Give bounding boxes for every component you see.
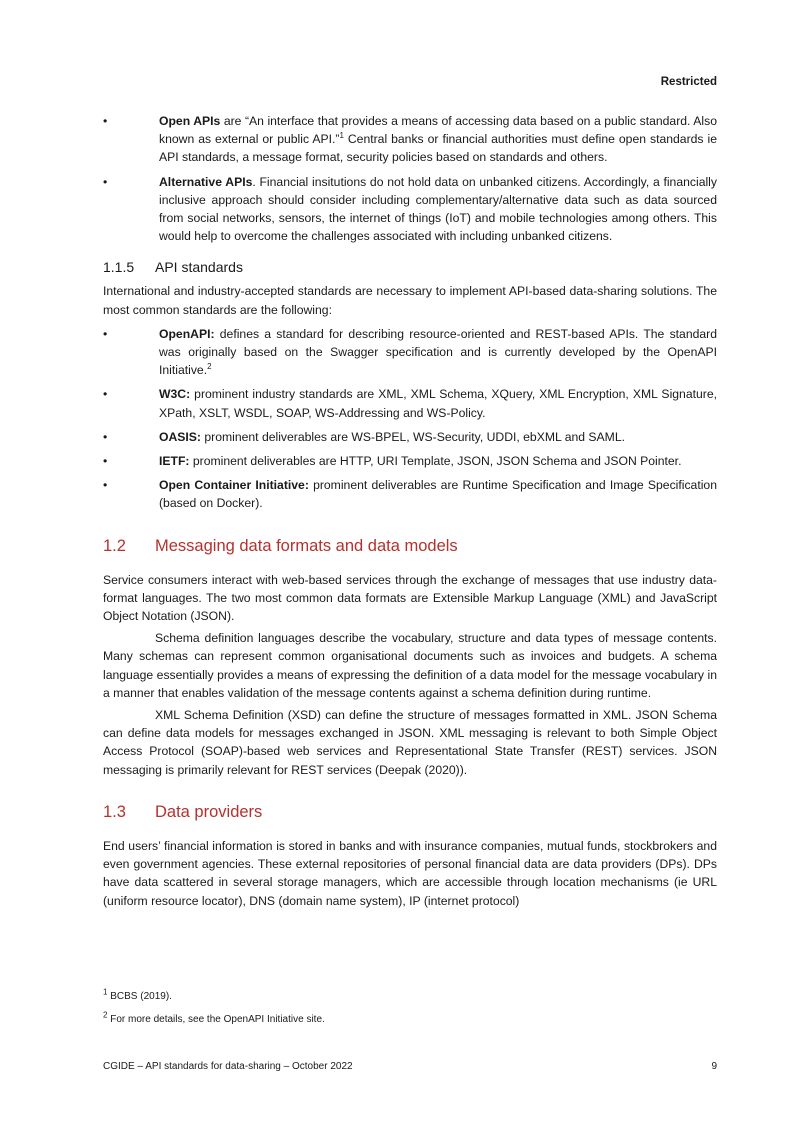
footnotes <box>103 987 717 1036</box>
term: Open Container Initiative: <box>159 478 309 493</box>
bullet-icon: • <box>103 454 108 469</box>
paragraph: End users’ financial information is stored in banks and with insurance companies, mutual funds, stockbrokers and even government agencies. These external repositories of personal financial data are data providers (DPs). DPs have data scattered in several storage managers, which are accessible through location mechanisms (ie URL (uniform resource locator), DNS (domain name system), IP (internet protocol) <box>103 838 717 908</box>
item-text: Central banks or financial authorities must define open standards ie API standards, a message format, security policies based on standards and others. <box>159 132 717 165</box>
bullet-icon: • <box>103 387 108 402</box>
list-item <box>103 452 717 470</box>
item-text: prominent industry standards are XML, XML Schema, XQuery, XML Encryption, XML Signature, XPath, XSLT, WSDL, SOAP, WS-Addressing and WS-Policy. <box>159 387 717 420</box>
list-item <box>103 173 717 246</box>
paragraph: Schema definition languages describe the vocabulary, structure and data types of message contents. Many schemas can represent common organisational documents such as invoices and budgets. A schema language essentially provides a means of expressing the definition of a data model for the message vocabulary in a manner that enables validation of the message contents against a schema definition during runtime. <box>103 631 717 700</box>
section-title: Messaging data formats and data models <box>155 536 458 555</box>
item-text: prominent deliverables are WS-BPEL, WS-Security, UDDI, ebXML and SAML. <box>200 429 625 444</box>
bullet-icon: • <box>103 174 108 189</box>
section-number: 1.2 <box>103 536 126 555</box>
section-heading-1-3 <box>103 801 717 823</box>
footer-title: CGIDE – API standards for data-sharing – October 2022 <box>103 1061 353 1072</box>
term: OASIS: <box>159 429 201 444</box>
paragraph: International and industry-accepted standards are necessary to implement API-based data-sharing solutions. The most common standards are the following: <box>103 284 717 317</box>
page-number: 9 <box>711 1061 717 1072</box>
main-content <box>103 112 717 910</box>
footnote-text: BCBS (2019). <box>107 991 172 1002</box>
footnote-ref[interactable]: 2 <box>207 362 212 372</box>
bullet-icon: • <box>103 326 108 341</box>
term: OpenAPI: <box>159 326 215 341</box>
term: Alternative APIs <box>159 174 253 189</box>
footnote-number: 2 <box>103 1010 108 1020</box>
item-text: prominent deliverables are HTTP, URI Template, JSON, JSON Schema and JSON Pointer. <box>189 454 682 469</box>
bullet-list-top <box>103 112 717 245</box>
section-title: Data providers <box>155 802 263 821</box>
footnote-number: 1 <box>103 987 108 997</box>
bullet-icon: • <box>103 429 108 444</box>
paragraph: Service consumers interact with web-based services through the exchange of messages that use industry data-format languages. The two most common data formats are Extensible Markup Language (XML) and JavaScript Object Notation (JSON). <box>103 572 717 624</box>
list-item <box>103 428 717 446</box>
section-heading-1-1-5 <box>103 257 717 277</box>
section-heading-1-2 <box>103 535 717 557</box>
item-text: . Financial insitutions do not hold data on unbanked citizens. Accordingly, a financially inclusive approach should consider including complementary/alternative data such as data sourced from social networks, sensors, the internet of things (IoT) and mobile technologies among others. This would help to overcome the challenges associated with including unbanked citizens. <box>159 174 717 244</box>
section-number: 1.1.5 <box>103 259 135 276</box>
term: Open APIs <box>159 114 221 128</box>
page-footer <box>103 1058 717 1076</box>
footnote <box>103 1010 717 1027</box>
section-title: API standards <box>155 259 243 276</box>
section-number: 1.3 <box>103 802 126 821</box>
footnote <box>103 987 717 1004</box>
bullet-list-standards <box>103 325 717 513</box>
item-text: are “An interface that provides a means of accessing data based on a public standard. Also known as external or public API.” <box>159 114 717 147</box>
footnote-text: For more details, see the OpenAPI Initiative site. <box>107 1014 325 1025</box>
footnote-ref[interactable]: 1 <box>339 131 344 141</box>
list-item <box>103 476 717 512</box>
term: W3C: <box>159 387 191 402</box>
bullet-icon: • <box>103 478 108 493</box>
paragraph: XML Schema Definition (XSD) can define the structure of messages formatted in XML. JSON Schema can define data models for messages exchanged in JSON. XML messaging is relevant to both Simple Object Access Protocol (SOAP)-based web services and Representational State Transfer (REST) services. JSON messaging is primarily relevant for REST services (Deepak (2020)). <box>103 708 717 777</box>
classification-label: Restricted <box>660 76 717 88</box>
list-item <box>103 112 717 167</box>
list-item <box>103 385 717 421</box>
item-text: defines a standard for describing resource-oriented and REST-based APIs. The standard was originally based on the Swagger specification and is currently developed by the OpenAPI Initiative. <box>159 326 717 378</box>
item-text: prominent deliverables are Runtime Specification and Image Specification (based on Docker). <box>159 478 717 511</box>
term: IETF: <box>159 454 190 469</box>
bullet-icon: • <box>103 114 108 128</box>
list-item <box>103 325 717 380</box>
